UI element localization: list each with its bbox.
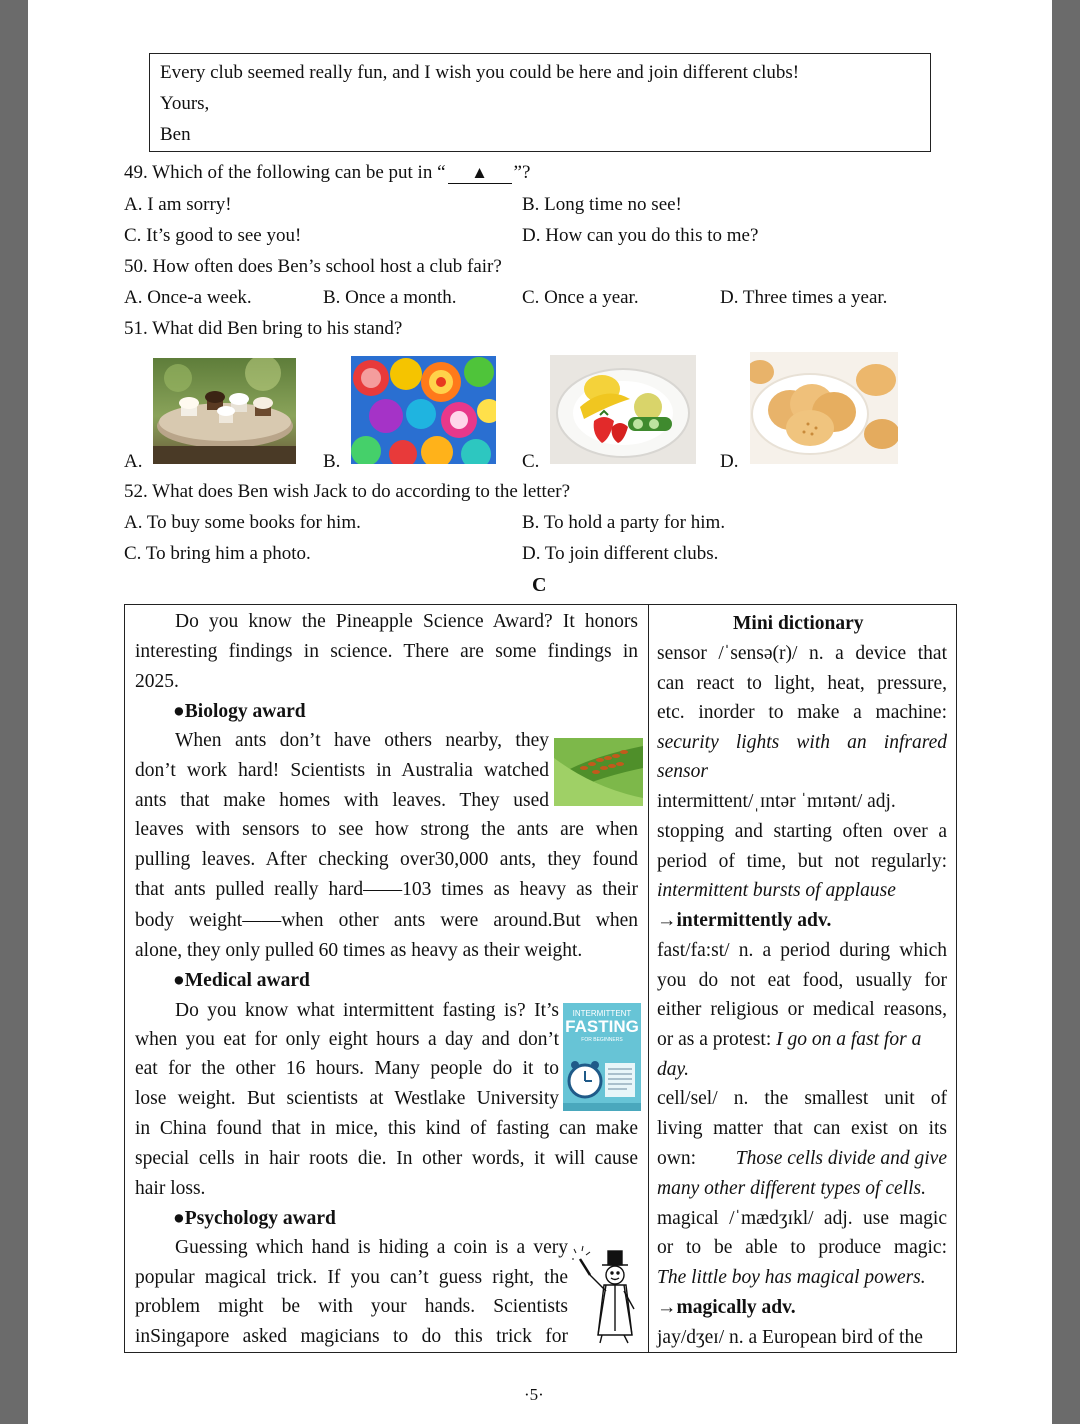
dictionary-text: or as a protest:: [657, 1029, 772, 1050]
dictionary-line: magical /ˈmædʒɪkl/ adj. use magic: [657, 1208, 947, 1229]
fruit-plate-photo: [550, 355, 696, 464]
passage-line: lose weight. But scientists at Westlake University: [135, 1088, 559, 1109]
dictionary-line: either religious or medical reasons,: [657, 999, 947, 1020]
passage-line: interesting findings in science. There are some findings in: [135, 641, 638, 662]
dictionary-line: living matter that can exist on its: [657, 1118, 947, 1139]
q52-option-a: A. To buy some books for him.: [124, 512, 361, 533]
passage-line: pulling leaves. After checking over30,000 ants, they found: [135, 849, 638, 870]
q51-option-c-label: C.: [522, 451, 540, 472]
passage-line: when you eat for only eight hours a day and don’t: [135, 1029, 559, 1050]
q49-option-c: C. It’s good to see you!: [124, 225, 302, 246]
q50-option-a: A. Once-a week.: [124, 287, 252, 308]
question-51-stem: 51. What did Ben bring to his stand?: [124, 318, 403, 339]
fasting-book-cover: [563, 1003, 641, 1111]
candy-photo: [351, 356, 496, 464]
dictionary-line: cell/sel/ n. the smallest unit of: [657, 1088, 947, 1109]
cupcakes-photo: [153, 358, 296, 464]
dictionary-line: fast/fa:st/ n. a period during which: [657, 940, 947, 961]
passage-table: [124, 604, 957, 1353]
dictionary-derivative: →intermittently adv.: [657, 910, 832, 931]
section-title: C: [532, 574, 547, 596]
q50-option-c: C. Once a year.: [522, 287, 639, 308]
passage-line: that ants pulled really hard——103 times as heavy as their: [135, 879, 638, 900]
passage-line: ants that make homes with leaves. They used: [135, 790, 549, 811]
q51-option-b-label: B.: [323, 451, 341, 472]
passage-line: leaves with sensors to see how strong the ants are when: [135, 819, 638, 840]
question-49-stem-text: 49. Which of the following can be put in “: [124, 162, 446, 183]
passage-line: hair loss.: [135, 1178, 206, 1199]
dictionary-text: own:: [657, 1148, 696, 1169]
question-52-stem: 52. What does Ben wish Jack to do according to the letter?: [124, 481, 571, 502]
passage-line: When ants don’t have others nearby, they: [175, 730, 549, 751]
passage-line: problem might be with your hands. Scientists: [135, 1296, 568, 1317]
letter-line: Every club seemed really fun, and I wish you could be here and join different clubs!: [160, 62, 800, 83]
dictionary-example: security lights with an infrared: [657, 732, 947, 753]
q52-option-c: C. To bring him a photo.: [124, 543, 311, 564]
page-number: ·5·: [524, 1385, 544, 1404]
book-title-line3: FOR BEGINNERS: [581, 1037, 623, 1043]
letter-box: [149, 53, 931, 152]
dictionary-example: many other different types of cells.: [657, 1178, 926, 1199]
book-title-line2: FASTING: [565, 1017, 639, 1036]
passage-line: popular magical trick. If you can’t guess right, the: [135, 1267, 568, 1288]
passage-line: in China found that in mice, this kind of fasting can make: [135, 1118, 638, 1139]
psychology-heading: ●Psychology award: [173, 1208, 336, 1229]
biology-heading: ●Biology award: [173, 701, 306, 722]
dictionary-line: intermittent/ˌɪntər ˈmɪtənt/ adj.: [657, 791, 896, 812]
ants-photo: [554, 738, 643, 806]
medical-heading: ●Medical award: [173, 970, 310, 991]
q49-option-b: B. Long time no see!: [522, 194, 682, 215]
magician-illustration: [572, 1245, 642, 1345]
passage-line: Do you know what intermittent fasting is? It’s: [175, 1000, 559, 1021]
q49-option-a: A. I am sorry!: [124, 194, 232, 215]
passage-line: Do you know the Pineapple Science Award? It honors: [175, 611, 638, 632]
q49-option-d: D. How can you do this to me?: [522, 225, 759, 246]
dictionary-line: can react to light, heat, pressure,: [657, 673, 947, 694]
book-title-line1: INTERMITTENT: [572, 1009, 632, 1018]
question-49-stem: [124, 161, 530, 185]
dictionary-line: etc. inorder to make a machine:: [657, 702, 947, 723]
dictionary-title: Mini dictionary: [733, 613, 864, 634]
dictionary-line: jay/dʒeɪ/ n. a European bird of the: [657, 1327, 923, 1348]
q52-option-d: D. To join different clubs.: [522, 543, 719, 564]
dictionary-derivative: →magically adv.: [657, 1297, 796, 1318]
question-49-stem-end: ”?: [513, 162, 531, 183]
passage-line: special cells in hair roots die. In other words, it will cause: [135, 1148, 638, 1169]
q50-option-b: B. Once a month.: [323, 287, 457, 308]
passage-line: Guessing which hand is hiding a coin is a very: [175, 1237, 568, 1258]
dictionary-line: [657, 1147, 947, 1171]
passage-line: body weight——when other ants were around.But when: [135, 910, 638, 931]
dictionary-example: I go on a fast for a: [776, 1029, 922, 1050]
answer-blank: ▲: [448, 163, 512, 184]
dictionary-example: The little boy has magical powers.: [657, 1267, 926, 1288]
passage-line: don’t work hard! Scientists in Australia watched: [135, 760, 549, 781]
dictionary-line: or to be able to produce magic:: [657, 1237, 947, 1258]
q52-option-b: B. To hold a party for him.: [522, 512, 726, 533]
dictionary-line: stopping and starting often over a: [657, 821, 947, 842]
question-50-stem: 50. How often does Ben’s school host a club fair?: [124, 256, 502, 277]
dictionary-line: period of time, but not regularly:: [657, 851, 947, 872]
dictionary-line: [657, 1028, 921, 1052]
alarm-clock-icon: [563, 1045, 641, 1111]
q51-option-a-label: A.: [124, 451, 143, 472]
passage-line: eat for the other 16 hours. Many people do it to: [135, 1058, 559, 1079]
passage-line: alone, they only pulled 60 times as heavy as their weight.: [135, 940, 583, 961]
q50-option-d: D. Three times a year.: [720, 287, 888, 308]
dictionary-example: Those cells divide and give: [735, 1148, 947, 1169]
letter-closing: Yours,: [160, 93, 210, 114]
dictionary-example: day.: [657, 1059, 689, 1080]
passage-line: 2025.: [135, 671, 179, 692]
q51-option-d-label: D.: [720, 451, 739, 472]
passage-line: inSingapore asked magicians to do this trick for: [135, 1326, 568, 1347]
dictionary-example: intermittent bursts of applause: [657, 880, 896, 901]
dictionary-line: you do not eat food, usually for: [657, 970, 947, 991]
letter-signature: Ben: [160, 124, 191, 145]
column-divider: [648, 605, 649, 1352]
dictionary-line: sensor /ˈsensə(r)/ n. a device that: [657, 643, 947, 664]
dictionary-example: sensor: [657, 761, 708, 782]
crackers-photo: [750, 352, 898, 464]
